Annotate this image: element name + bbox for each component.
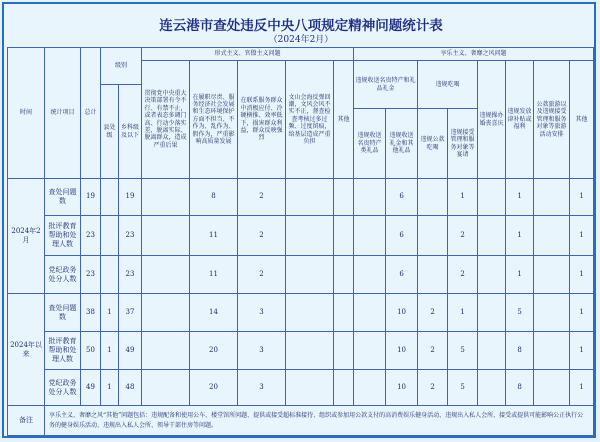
cell-f1 [142, 370, 190, 406]
cell-h1 [354, 332, 386, 370]
cell-h3 [418, 256, 448, 294]
page-title: 连云港市查处违反中央八项规定精神问题统计表 [159, 18, 443, 34]
cell-h5 [478, 179, 506, 216]
header-h2: 违规收送礼金和其他礼品 [386, 109, 418, 179]
table-row [8, 256, 594, 294]
cell-h7 [534, 294, 570, 332]
report-sheet [2, 2, 596, 438]
table-row [8, 370, 594, 406]
cell-h-other: 1 [570, 294, 594, 332]
cell-h2: 10 [386, 332, 418, 370]
cell-f1 [142, 179, 190, 216]
cell-f-other [334, 332, 354, 370]
note-text: 享乐主义、奢靡之风“其他”问题包括：违规配备和使用公车、楼堂馆所问题、提供或接受超标准接待、组织或参加用公款支付的高消费娱乐健身活动、违规出入私人会所、接受或提供可能影响公正执行公务的健身娱乐活动、违规出入私人会所、领导干部住房等问题。 [45, 406, 594, 436]
row-item: 党纪政务处分人数 [45, 256, 81, 294]
cell-h5 [478, 332, 506, 370]
header-rank: 级别 [101, 48, 142, 85]
cell-f4 [286, 216, 334, 256]
cell-township: 49 [119, 332, 142, 370]
cell-h7 [534, 370, 570, 406]
header-h7: 公款旅游以及违规接受管理和服务对象等旅游活动安排 [534, 61, 570, 179]
cell-h-other: 1 [570, 370, 594, 406]
cell-h6: 1 [506, 216, 534, 256]
cell-f4 [286, 256, 334, 294]
header-h-other: 其他 [570, 61, 594, 179]
cell-h6: 5 [506, 294, 534, 332]
header-total: 总计 [81, 48, 101, 179]
cell-h1 [354, 256, 386, 294]
cell-township: 23 [119, 256, 142, 294]
cell-h5 [478, 294, 506, 332]
cell-f4 [286, 294, 334, 332]
cell-h2: 6 [386, 256, 418, 294]
cell-township: 19 [119, 179, 142, 216]
cell-f4 [286, 179, 334, 216]
cell-h6: 8 [506, 332, 534, 370]
statistics-table [7, 47, 594, 436]
cell-township: 48 [119, 370, 142, 406]
cell-f2: 14 [190, 294, 238, 332]
cell-f1 [142, 216, 190, 256]
period-label: 2024年以来 [8, 294, 45, 406]
header-f2: 在履职尽责、服务经济社会发展和生态环境保护方面不担当、不作为、乱作为、假作为，严重影响高质量发展 [190, 61, 238, 179]
cell-h3 [418, 179, 448, 216]
cell-county: 1 [101, 370, 119, 406]
cell-f1 [142, 256, 190, 294]
cell-f4 [286, 370, 334, 406]
cell-f3: 2 [238, 179, 286, 216]
table-row [8, 294, 594, 332]
cell-h6: 1 [506, 179, 534, 216]
row-item: 批评教育帮助和处理人数 [45, 216, 81, 256]
cell-f-other [334, 294, 354, 332]
header-formalism: 形式主义、官僚主义问题 [142, 48, 354, 61]
cell-f2: 20 [190, 370, 238, 406]
note-label: 备注 [8, 406, 45, 436]
cell-h4: 1 [448, 294, 478, 332]
period-label: 2024年2月 [8, 179, 45, 294]
cell-county [101, 256, 119, 294]
cell-f1 [142, 294, 190, 332]
row-item: 党纪政务处分人数 [45, 370, 81, 406]
cell-county [101, 179, 119, 216]
row-item: 查处问题数 [45, 294, 81, 332]
cell-f3: 3 [238, 370, 286, 406]
cell-h7 [534, 216, 570, 256]
cell-h5 [478, 256, 506, 294]
row-item: 批评教育帮助和处理人数 [45, 332, 81, 370]
cell-h4: 5 [448, 332, 478, 370]
cell-h3: 2 [418, 294, 448, 332]
cell-h1 [354, 179, 386, 216]
cell-h4: 2 [448, 216, 478, 256]
cell-h7 [534, 179, 570, 216]
cell-total: 50 [81, 332, 101, 370]
header-h4: 违规接受管理和服务对象等宴请 [448, 109, 478, 179]
page-subtitle: （2024年2月） [268, 35, 334, 45]
header-time: 时间 [8, 48, 45, 179]
cell-h1 [354, 370, 386, 406]
cell-h2: 10 [386, 370, 418, 406]
cell-h1 [354, 294, 386, 332]
header-item: 统计项目 [45, 48, 81, 179]
header-county: 县处级 [101, 85, 119, 179]
cell-h7 [534, 256, 570, 294]
header-f1: 贯彻党中央重大决策部署有令不行、有禁不止，或者表态多调门高、行动少落实差，脱离实际、脱离群众，造成严重后果 [142, 61, 190, 179]
cell-township: 37 [119, 294, 142, 332]
cell-f2: 8 [190, 179, 238, 216]
cell-f3: 2 [238, 216, 286, 256]
cell-f2: 11 [190, 256, 238, 294]
cell-h7 [534, 332, 570, 370]
table-row [8, 179, 594, 216]
cell-h6: 8 [506, 370, 534, 406]
cell-f2: 20 [190, 332, 238, 370]
cell-f3: 3 [238, 332, 286, 370]
cell-f3: 2 [238, 256, 286, 294]
cell-h4: 1 [448, 179, 478, 216]
row-item: 查处问题数 [45, 179, 81, 216]
header-h5: 违规操办婚丧喜庆 [478, 61, 506, 179]
header-f3: 在联系服务群众中消极应付、冷硬横推、效率低下，损害群众利益，群众反映强烈 [238, 61, 286, 179]
cell-h1 [354, 216, 386, 256]
cell-county: 1 [101, 332, 119, 370]
note-row [8, 406, 594, 436]
table-row [8, 216, 594, 256]
cell-h2: 6 [386, 216, 418, 256]
cell-f-other [334, 370, 354, 406]
cell-f-other [334, 256, 354, 294]
cell-township: 23 [119, 216, 142, 256]
header-f4: 文山会海反弹回潮，文风会风不实不正，督查检查考核过多过频、过度留痕，给基层造成严重负担 [286, 61, 334, 179]
cell-f1 [142, 332, 190, 370]
header-hedonism: 享乐主义、奢靡之风问题 [354, 48, 594, 61]
header-gift-group: 违规收送名贵特产和礼品礼金 [354, 61, 418, 109]
cell-h-other: 1 [570, 179, 594, 216]
cell-h5 [478, 216, 506, 256]
cell-h3: 2 [418, 332, 448, 370]
header-township: 乡科级及以下 [119, 85, 142, 179]
cell-total: 23 [81, 256, 101, 294]
cell-h4: 2 [448, 256, 478, 294]
cell-total: 49 [81, 370, 101, 406]
cell-h3 [418, 216, 448, 256]
cell-h3: 2 [418, 370, 448, 406]
cell-h6: 1 [506, 256, 534, 294]
cell-h-other: 1 [570, 256, 594, 294]
cell-h4: 5 [448, 370, 478, 406]
cell-f4 [286, 332, 334, 370]
cell-h2: 6 [386, 179, 418, 216]
cell-f-other [334, 179, 354, 216]
header-h1: 违规收送名贵特产类礼品 [354, 109, 386, 179]
cell-total: 23 [81, 216, 101, 256]
cell-total: 19 [81, 179, 101, 216]
cell-total: 38 [81, 294, 101, 332]
cell-h5 [478, 370, 506, 406]
cell-county [101, 216, 119, 256]
cell-h-other: 1 [570, 332, 594, 370]
cell-f3: 3 [238, 294, 286, 332]
cell-f-other [334, 216, 354, 256]
table-row [8, 332, 594, 370]
cell-h-other: 1 [570, 216, 594, 256]
header-f-other: 其他 [334, 61, 354, 179]
header-h3: 违规公款吃喝 [418, 109, 448, 179]
cell-h2: 10 [386, 294, 418, 332]
header-h6: 违规发放津补贴或福利 [506, 61, 534, 179]
cell-county: 1 [101, 294, 119, 332]
header-eat-group: 违规吃喝 [418, 61, 478, 109]
cell-f2: 11 [190, 216, 238, 256]
